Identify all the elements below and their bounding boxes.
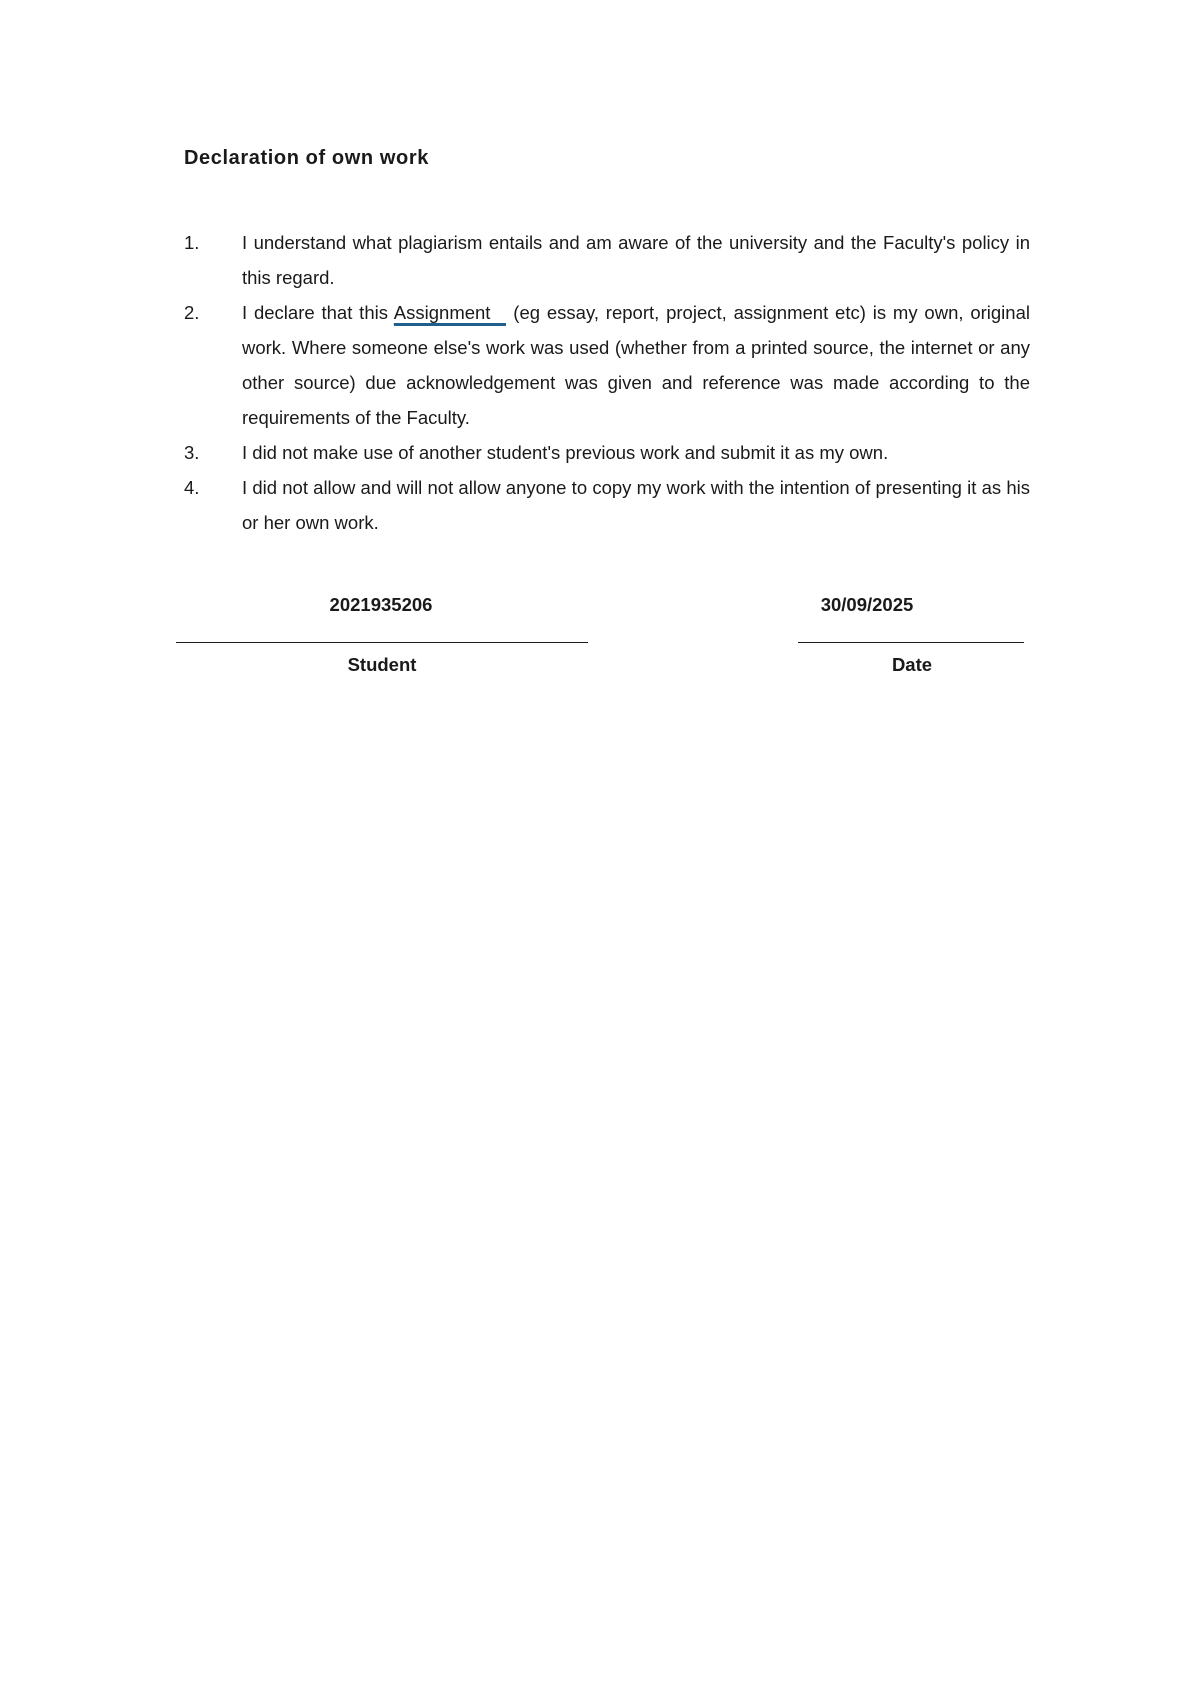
list-item-number: 2.: [184, 302, 200, 323]
student-label: Student: [347, 654, 417, 675]
list-item-text-before: I declare that this: [242, 302, 394, 323]
list-item-text-after: (eg essay, report, project, assignment etc) is my own, original work. Where someone else's work was used (whether from a printed source, the internet or any other source) due acknowledgement was given and reference was made according to the requirements of the Faculty.: [242, 302, 1030, 428]
list-item-text: [242, 295, 1030, 435]
date-signature-line: [798, 642, 1024, 643]
list-item-text: I understand what plagiarism entails and am aware of the university and the Faculty's policy in this regard.: [242, 232, 1030, 288]
list-item: [184, 470, 1030, 540]
list-item-number: 1.: [184, 232, 200, 253]
page-title: Declaration of own work: [184, 147, 429, 169]
list-item-number: 3.: [184, 442, 200, 463]
date-value: 30/09/2025: [820, 594, 914, 615]
list-item-text: I did not make use of another student's previous work and submit it as my own.: [242, 442, 889, 463]
list-item-number: 4.: [184, 477, 200, 498]
date-label: Date: [891, 654, 933, 675]
list-item: [184, 295, 1030, 435]
list-item-text: I did not allow and will not allow anyone to copy my work with the intention of presenting it as his or her own work.: [242, 477, 1030, 533]
list-item: [184, 435, 1030, 470]
student-signature-line: [176, 642, 588, 643]
list-item: [184, 225, 1030, 295]
declaration-list: [184, 225, 1030, 540]
student-number-value: 2021935206: [329, 594, 433, 615]
assignment-type-field[interactable]: Assignment: [394, 302, 507, 326]
